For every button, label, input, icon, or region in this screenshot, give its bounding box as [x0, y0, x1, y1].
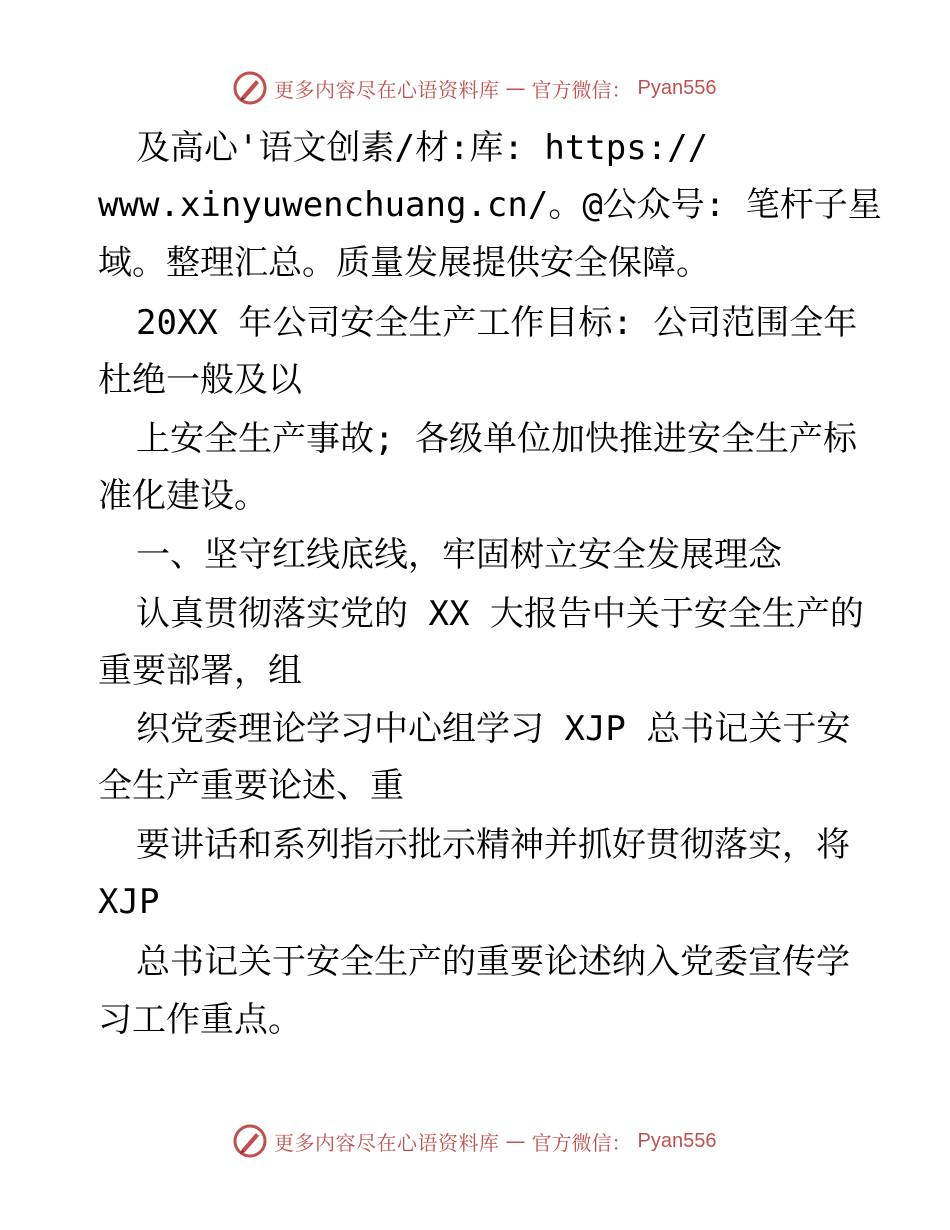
pen-logo-icon	[232, 70, 268, 106]
pen-logo-icon	[232, 1123, 268, 1159]
text-line: 20XX 年公司安全生产工作目标: 公司范围全年	[136, 303, 858, 343]
banner-wechat-id: Pyan556	[637, 76, 717, 99]
text-line: 总书记关于安全生产的重要论述纳入党委宣传学	[136, 942, 850, 982]
text-line: www.xinyuwenchuang.cn/。@公众号: 笔杆子星	[98, 185, 882, 225]
text-line: 上安全生产事故; 各级单位加快推进安全生产标	[136, 419, 857, 459]
banner-wechat-label: 官方微信：	[531, 1130, 632, 1155]
text-line: 及高心'语文创素/材:库: https://	[136, 128, 709, 168]
text-line: 域。整理汇总。质量发展提供安全保障。	[98, 243, 710, 283]
banner-main-text: 更多内容尽在心语资料库	[274, 77, 500, 102]
banner-dash: —	[505, 1129, 526, 1153]
banner-wechat-id: Pyan556	[637, 1129, 717, 1152]
text-line: 织党委理论学习中心组学习 XJP 总书记关于安	[136, 709, 851, 749]
text-line: 要讲话和系列指示批示精神并抓好贯彻落实，将	[136, 825, 850, 865]
banner-wechat-label: 官方微信：	[531, 77, 632, 102]
banner-main-text: 更多内容尽在心语资料库	[274, 1130, 500, 1155]
text-line: 准化建设。	[98, 476, 268, 516]
header-banner	[232, 70, 716, 106]
text-line: 习工作重点。	[98, 1000, 302, 1040]
section-heading: 一、坚守红线底线，牢固树立安全发展理念	[136, 535, 782, 575]
text-line: 杜绝一般及以	[98, 360, 302, 400]
banner-dash: —	[505, 76, 526, 100]
text-line: XJP	[98, 882, 160, 922]
footer-banner	[232, 1123, 716, 1159]
text-line: 全生产重要论述、重	[98, 766, 404, 806]
text-line: 重要部署，组	[98, 651, 302, 691]
text-line: 认真贯彻落实党的 XX 大报告中关于安全生产的	[136, 594, 864, 634]
